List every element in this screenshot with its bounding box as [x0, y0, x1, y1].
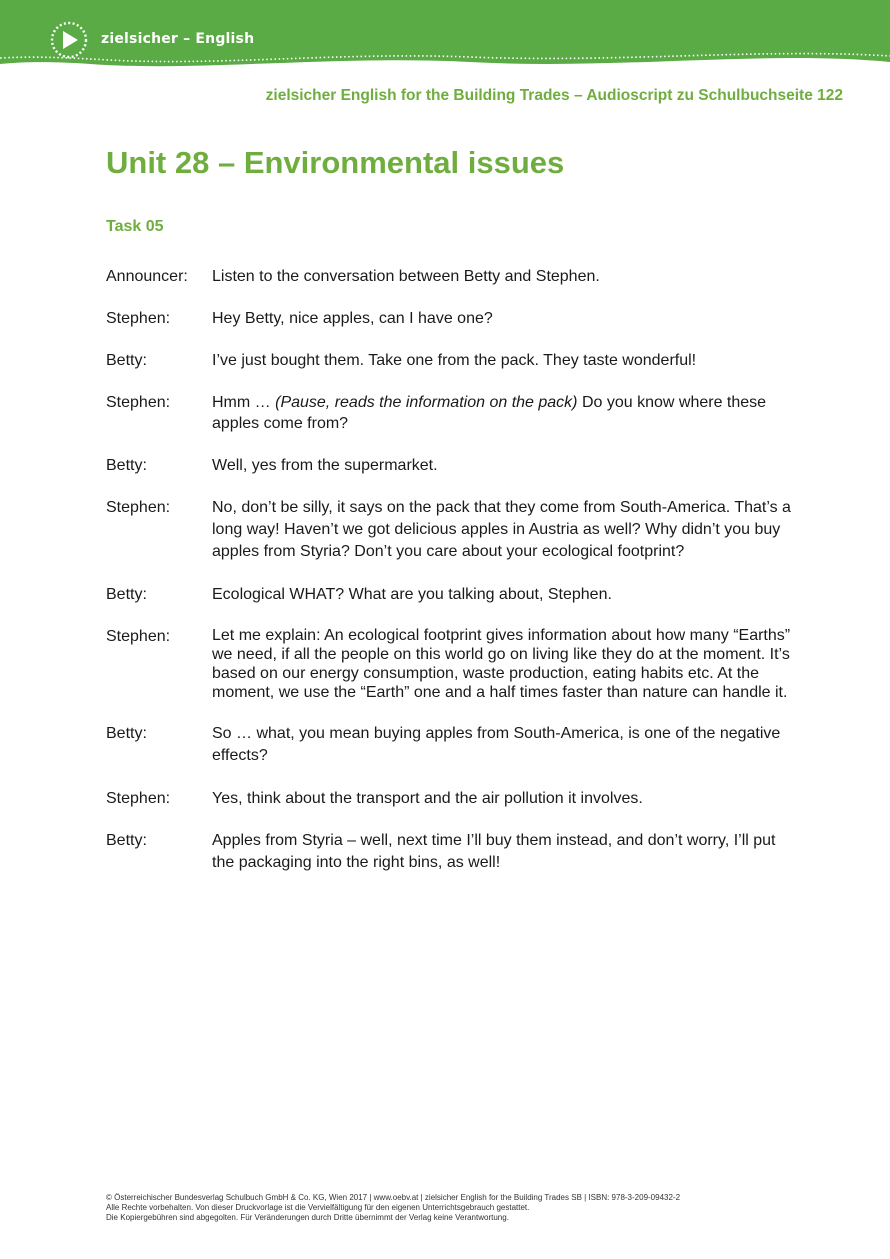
- dialogue-line: [106, 723, 796, 767]
- speaker-name: Betty:: [106, 457, 147, 474]
- dialogue-line: [106, 626, 796, 702]
- stage-direction: (Pause, reads the information on the pack): [275, 394, 578, 411]
- speaker-name: Stephen:: [106, 628, 171, 645]
- dialogue-line: [106, 497, 796, 563]
- dialogue: [106, 266, 796, 895]
- line-text: Hey Betty, nice apples, can I have one?: [212, 310, 493, 327]
- footer-line: Alle Rechte vorbehalten. Von dieser Druckvorlage ist die Vervielfältigung für den eigenen Unterrichtsgebrauch gestattet.: [106, 1203, 530, 1212]
- dialogue-line: [106, 392, 796, 434]
- line-text-start: Hmm …: [212, 394, 276, 411]
- speaker-name: Announcer:: [106, 268, 188, 285]
- line-text: Apples from Styria – well, next time I’ll buy them instead, and don’t worry, I’ll put the packaging into the right bins, as well!: [212, 832, 776, 871]
- line-text: Listen to the conversation between Betty and Stephen.: [212, 268, 600, 285]
- line-text: Well, yes from the supermarket.: [212, 457, 438, 474]
- line-text: Yes, think about the transport and the air pollution it involves.: [212, 790, 643, 807]
- dialogue-line: [106, 788, 796, 809]
- brand-name: zielsicher – English: [101, 31, 255, 47]
- footer-line: Die Kopiergebühren sind abgegolten. Für Veränderungen durch Dritte übernimmt der Verlag keine Verantwortung.: [106, 1213, 509, 1222]
- speaker-name: Stephen:: [106, 790, 171, 807]
- footer-line: © Österreichischer Bundesverlag Schulbuch GmbH & Co. KG, Wien 2017 | www.oebv.at | zielsicher English for the Building Trades SB | ISBN: 978-3-209-09432-2: [106, 1193, 681, 1202]
- dialogue-line: [106, 308, 796, 329]
- dialogue-line: [106, 350, 796, 371]
- unit-title: Unit 28 – Environmental issues: [106, 145, 565, 180]
- dialogue-line: [106, 584, 796, 605]
- footer-copyright: [106, 1193, 806, 1223]
- task-label: Task 05: [106, 218, 164, 235]
- dialogue-line: [106, 455, 796, 476]
- line-text: Ecological WHAT? What are you talking about, Stephen.: [212, 586, 612, 603]
- page-header-title: zielsicher English for the Building Trades – Audioscript zu Schulbuchseite 122: [265, 87, 843, 104]
- speaker-name: Betty:: [106, 725, 147, 742]
- line-text: Let me explain: An ecological footprint gives information about how many “Earths” we need, if all the people on this world go on living like they do at the moment. It’s based on our energy consumption, waste production, eating habits etc. At the moment, we use the “Earth” one and a half times faster than nature can handle it.: [212, 627, 791, 701]
- header-banner: [0, 0, 890, 80]
- line-text: So … what, you mean buying apples from South-America, is one of the negative effects?: [212, 725, 781, 764]
- dialogue-line: [106, 830, 796, 874]
- speaker-name: Stephen:: [106, 499, 171, 516]
- line-text: No, don’t be silly, it says on the pack that they come from South-America. That’s a long way! Haven’t we got delicious apples in Austria as well? Why didn’t you buy apples from Styria? Don’t you care about your ecological footprint?: [212, 499, 791, 560]
- speaker-name: Betty:: [106, 352, 147, 369]
- line-text: I’ve just bought them. Take one from the pack. They taste wonderful!: [212, 352, 697, 369]
- speaker-name: Stephen:: [106, 310, 171, 327]
- dialogue-line: [106, 266, 796, 287]
- speaker-name: Betty:: [106, 832, 147, 849]
- line-text-end: Do you know where these apples come from?: [212, 394, 767, 432]
- speaker-name: Betty:: [106, 586, 147, 603]
- speaker-name: Stephen:: [106, 394, 171, 411]
- line-text: [212, 392, 796, 434]
